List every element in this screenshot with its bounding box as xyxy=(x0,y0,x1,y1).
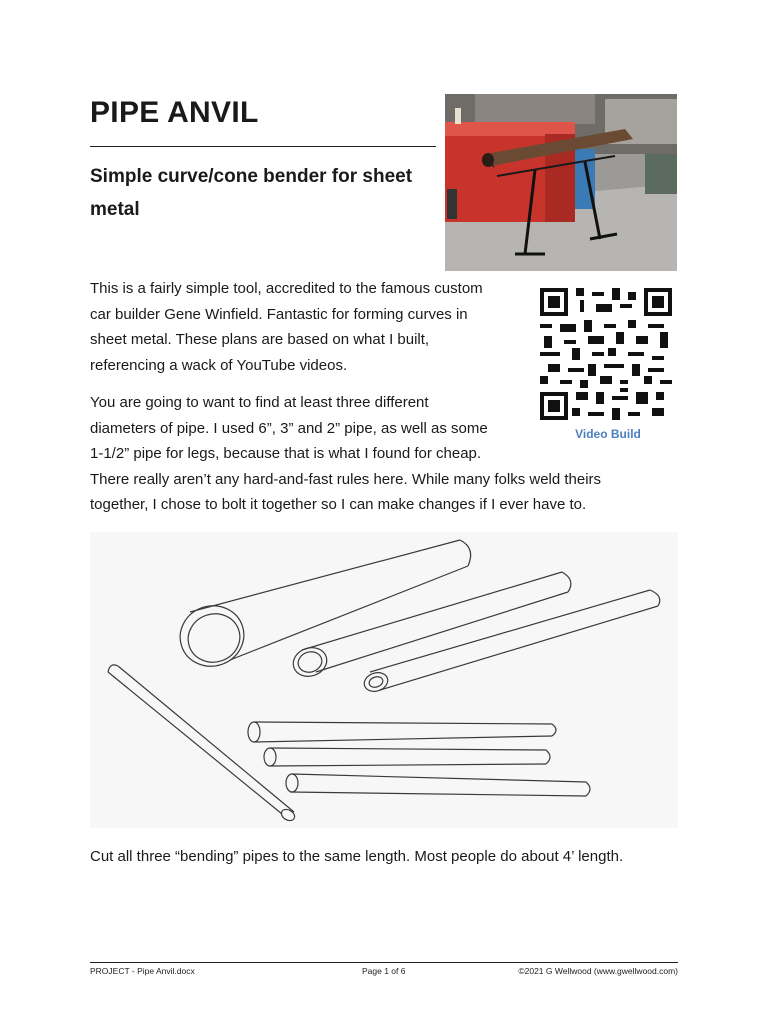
intro-paragraph xyxy=(90,276,483,378)
intro-line: sheet metal. These plans are based on what I built, xyxy=(90,331,430,348)
cut-paragraph: Cut all three “bending” pipes to the same length. Most people do about 4’ length. xyxy=(90,848,624,865)
footer-copyright: ©2021 G Wellwood (www.gwellwood.com) xyxy=(518,966,678,976)
page-subtitle: Simple curve/cone bender for sheet metal xyxy=(90,166,413,220)
pipe-line: There really aren’t any hard-and-fast rules here. While many folks weld theirs xyxy=(90,470,602,488)
footer-divider xyxy=(90,962,678,963)
pipe-anvil-photo xyxy=(445,94,677,271)
title-divider xyxy=(90,146,436,147)
pipe-line: together, I chose to bolt it together so I can make changes if I ever have to. xyxy=(90,496,587,513)
intro-line: This is a fairly simple tool, accredited to the famous custom xyxy=(90,280,483,297)
pipe-line: diameters of pipe. I used 6”, 3” and 2” pipe, as well as some xyxy=(90,419,488,437)
footer-page-number: Page 1 of 6 xyxy=(362,966,406,976)
page-title: PIPE ANVIL xyxy=(90,96,259,129)
pipe-line: You are going to want to find at least three different xyxy=(90,394,429,411)
pipe-line: 1-1/2” pipe for legs, because that is what I found for cheap. xyxy=(90,445,482,462)
footer-filename: PROJECT - Pipe Anvil.docx xyxy=(90,966,195,976)
qr-caption[interactable]: Video Build xyxy=(575,427,641,441)
pipe-paragraph xyxy=(90,390,601,518)
intro-line: car builder Gene Winfield. Fantastic for forming curves in xyxy=(90,305,468,323)
intro-line: referencing a wack of YouTube videos. xyxy=(90,356,348,374)
pipe-sketch-drawing xyxy=(90,532,678,828)
